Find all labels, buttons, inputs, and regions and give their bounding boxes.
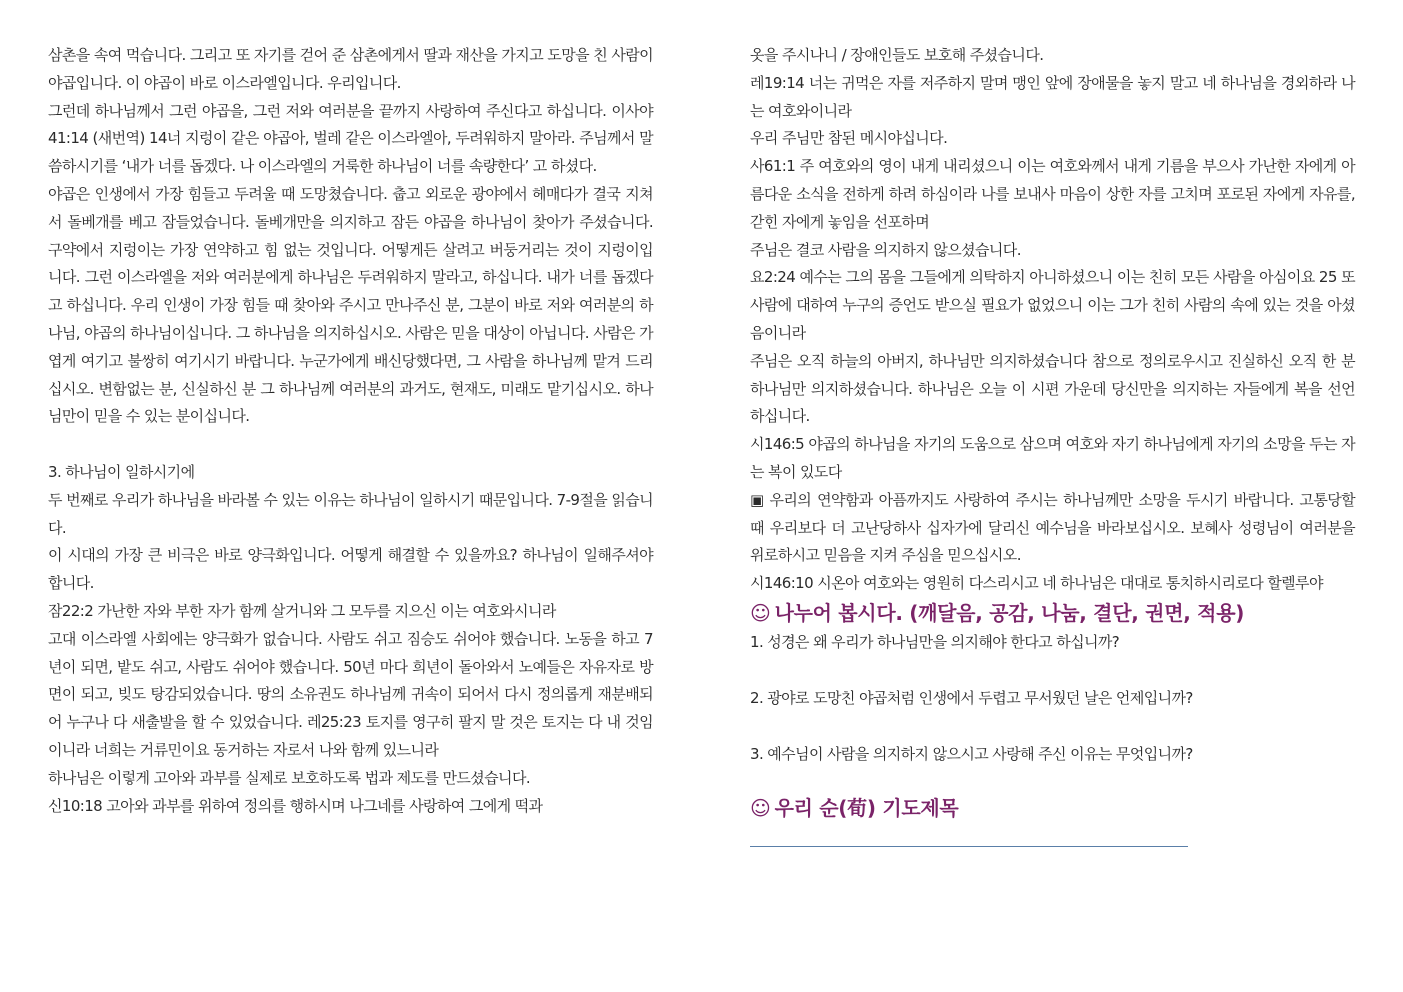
paragraph: 주님은 오직 하늘의 아버지, 하나님만 의지하셨습니다 참으로 정의로우시고 진실하신 오직 한 분 하나님만 의지하셨습니다. 하나님은 오늘 이 시편 가운데 당신만을 의지하는 자들에게 복을 선언하십니다. xyxy=(750,351,1355,426)
paragraph: 주님은 결코 사람을 의지하지 않으셨습니다. xyxy=(750,240,1021,259)
paragraph: 레19:14 너는 귀먹은 자를 저주하지 말며 맹인 앞에 장애물을 놓지 말고 네 하나님을 경외하라 나는 여호와이니라 xyxy=(750,73,1355,120)
section-title: 3. 하나님이 일하시기에 xyxy=(48,462,195,481)
right-column xyxy=(750,42,1355,847)
question-item: 2. 광야로 도망친 야곱처럼 인생에서 두렵고 무서웠던 날은 언제입니까? xyxy=(750,688,1193,707)
paragraph: 신10:18 고아와 과부를 위하여 정의를 행하시며 나그네를 사랑하여 그에게 떡과 xyxy=(48,796,543,815)
paragraph: 이 시대의 가장 큰 비극은 바로 양극화입니다. 어떻게 해결할 수 있을까요? 하나님이 일해주셔야 합니다. xyxy=(48,546,653,593)
paragraph: 그런데 하나님께서 그런 야곱을, 그런 저와 여러분을 끝까지 사랑하여 주신다고 하십니다. 이사야 41:14 (새번역) 14너 지렁이 같은 야곱아, 벌레 같은 이스라엘아, 두려워하지 말아라. 주님께서 말씀하시기를 ‘내가 너를 돕겠다. 나 이스라엘의 거룩한 하나님이 너를 속량한다’ 고 하셨다. xyxy=(48,101,653,176)
paragraph: 삼촌을 속여 먹습니다. 그리고 또 자기를 걷어 준 삼촌에게서 딸과 재산을 가지고 도망을 친 사람이 야곱입니다. 이 야곱이 바로 이스라엘입니다. 우리입니다. xyxy=(48,46,653,92)
paragraph: 사61:1 주 여호와의 영이 내게 내리셨으니 이는 여호와께서 내게 기름을 부으사 가난한 자에게 아름다운 소식을 전하게 하려 하심이라 나를 보내사 마음이 상한 자를 고치며 포로된 자에게 자유를, 갇힌 자에게 놓임을 선포하며 xyxy=(750,157,1355,231)
question-item: 3. 예수님이 사람을 의지하지 않으시고 사랑해 주신 이유는 무엇입니까? xyxy=(750,744,1193,763)
prayer-heading-text: 우리 순(荀) 기도제목 xyxy=(774,796,959,821)
paragraph: 고대 이스라엘 사회에는 양극화가 없습니다. 사람도 쉬고 짐승도 쉬어야 했습니다. 노동을 하고 7년이 되면, 밭도 쉬고, 사람도 쉬어야 했습니다. 50년 마다 희년이 돌아와서 노예들은 자유자로 방면이 되고, 빚도 탕감되었습니다. 땅의 소유권도 하나님께 귀속이 되어서 다시 정의롭게 재분배되어 누구나 다 새출발을 할 수 있었습니다. 레25:23 토지를 영구히 팔지 말 것은 토지는 다 내 것임이니라 너희는 거류민이요 동거하는 자로서 나와 함께 있느니라 xyxy=(48,629,653,759)
spacer xyxy=(48,431,653,459)
smiley-icon: ☺ xyxy=(750,796,771,821)
paragraph: 우리 주님만 참된 메시야십니다. xyxy=(750,129,948,148)
spacer xyxy=(750,713,1355,741)
paragraph: 시146:5 야곱의 하나님을 자기의 도움으로 삼으며 여호와 자기 하나님에게 자기의 소망을 두는 자는 복이 있도다 xyxy=(750,435,1355,481)
left-column xyxy=(48,42,653,820)
paragraph: 요2:24 예수는 그의 몸을 그들에게 의탁하지 아니하셨으니 이는 친히 모든 사람을 아심이요 25 또 사람에 대하여 누구의 증언도 받으실 필요가 없었으니 이는 그가 친히 사람의 속에 있는 것을 아셨음이니라 xyxy=(750,268,1355,342)
prayer-heading xyxy=(750,793,1355,824)
paragraph: 시146:10 시온아 여호와는 영원히 다스리시고 네 하나님은 대대로 통치하시리로다 할렐루야 xyxy=(750,574,1323,593)
paragraph: 하나님은 이렇게 고아와 과부를 실제로 보호하도록 법과 제도를 만드셨습니다. xyxy=(48,768,530,787)
question-item: 1. 성경은 왜 우리가 하나님만을 의지해야 한다고 하십니까? xyxy=(750,632,1120,651)
paragraph: 두 번째로 우리가 하나님을 바라볼 수 있는 이유는 하나님이 일하시기 때문입니다. 7-9절을 읽습니다. xyxy=(48,490,653,537)
paragraph: 야곱은 인생에서 가장 힘들고 두려울 때 도망쳤습니다. 춥고 외로운 광야에서 헤매다가 결국 지쳐서 돌베개를 베고 잠들었습니다. 돌베개만을 의지하고 잠든 야곱을 하나님이 찾아가 주셨습니다. 구약에서 지렁이는 가장 연약하고 힘 없는 것입니다. 어떻게든 살려고 버둥거리는 것이 지렁이입니다. 그런 이스라엘을 저와 여러분에게 하나님은 두려워하지 말라고, 하십니다. 내가 너를 돕겠다고 하십니다. 우리 인생이 가장 힘들 때 찾아와 주시고 만나주신 분, 그분이 바로 저와 여러분의 하나님, 야곱의 하나님이십니다. 그 하나님을 의지하십시오. 사람은 믿을 대상이 아닙니다. 사람은 가엽게 여기고 불쌍히 여기시기 바랍니다. 누군가에게 배신당했다면, 그 사람을 하나님께 맡겨 드리십시오. 변함없는 분, 신실하신 분 그 하나님께 여러분의 과거도, 현재도, 미래도 맡기십시오. 하나님만이 믿을 수 있는 분이십니다. xyxy=(48,184,653,426)
paragraph: 옷을 주시나니 / 장애인들도 보호해 주셨습니다. xyxy=(750,46,1044,64)
spacer xyxy=(750,657,1355,685)
share-heading-text: 나누어 봅시다. (깨달음, 공감, 나눔, 결단, 권면, 적용) xyxy=(774,600,1245,625)
share-heading xyxy=(750,598,1355,629)
paragraph: ▣ 우리의 연약함과 아픔까지도 사랑하여 주시는 하나님께만 소망을 두시기 바랍니다. 고통당할 때 우리보다 더 고난당하사 십자가에 달리신 예수님을 바라보십시오. 보혜사 성령님이 여러분을 위로하시고 믿음을 지켜 주심을 믿으십시오. xyxy=(750,490,1355,565)
prayer-divider-line xyxy=(750,846,1188,847)
paragraph: 잠22:2 가난한 자와 부한 자가 함께 살거니와 그 모두를 지으신 이는 여호와시니라 xyxy=(48,601,556,620)
smiley-icon: ☺ xyxy=(750,600,771,625)
